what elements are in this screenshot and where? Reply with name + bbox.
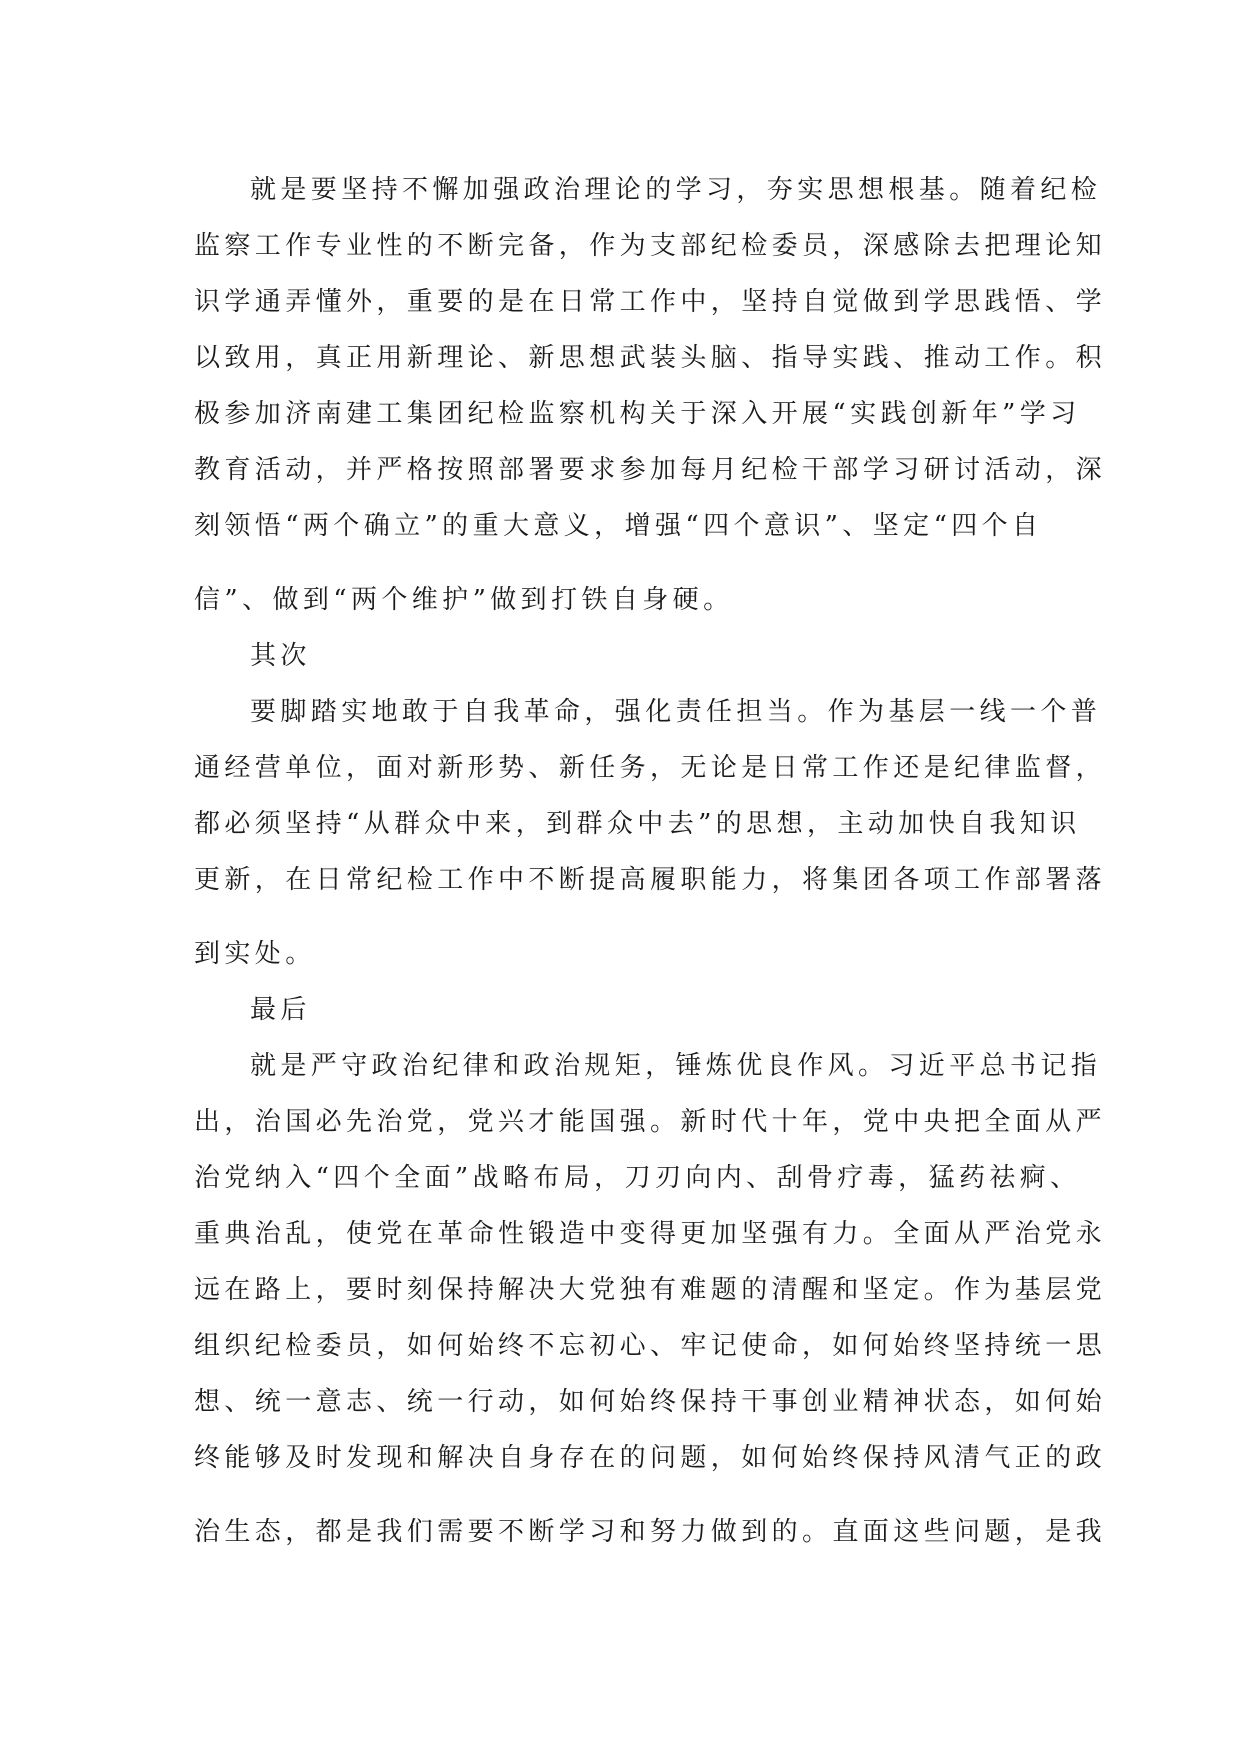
- text-line: 教育活动，并严格按照部署要求参加每月纪检干部学习研讨活动，深: [194, 455, 1107, 485]
- paragraph-second: [194, 684, 1107, 982]
- paragraph-last: [194, 1038, 1107, 1560]
- line-gap: [194, 1486, 1046, 1504]
- text-line: 组织纪检委员，如何始终不忘初心、牢记使命，如何始终坚持统一思: [194, 1331, 1107, 1361]
- section-heading-last: [194, 982, 1046, 1038]
- line-gap: [194, 908, 1046, 926]
- section-heading-second: [194, 628, 1046, 684]
- text-line: 都必须坚持“从群众中来，到群众中去”的思想，主动加快自我知识: [194, 809, 1081, 839]
- text-line: 远在路上，要时刻保持解决大党独有难题的清醒和坚定。作为基层党: [194, 1275, 1107, 1305]
- text-line: 监察工作专业性的不断完备，作为支部纪检委员，深感除去把理论知: [194, 231, 1107, 261]
- text-line: 信”、做到“两个维护”做到打铁自身硬。: [194, 585, 734, 615]
- paragraph-intro: [194, 162, 1107, 628]
- text-line: 刻领悟“两个确立”的重大意义，增强“四个意识”、坚定“四个自: [194, 511, 1043, 541]
- heading-text: 最后: [250, 995, 311, 1025]
- text-line: 到实处。: [194, 939, 316, 969]
- text-line: 极参加济南建工集团纪检监察机构关于深入开展“实践创新年”学习: [194, 399, 1081, 429]
- text-line: 想、统一意志、统一行动，如何始终保持干事创业精神状态，如何始: [194, 1387, 1107, 1417]
- heading-text: 其次: [250, 641, 311, 671]
- text-line: 更新，在日常纪检工作中不断提高履职能力，将集团各项工作部署落: [194, 865, 1107, 895]
- text-line: 通经营单位，面对新形势、新任务，无论是日常工作还是纪律监督，: [194, 753, 1107, 783]
- text-line: 重典治乱，使党在革命性锻造中变得更加坚强有力。全面从严治党永: [194, 1219, 1107, 1249]
- line-gap: [194, 554, 1046, 572]
- text-line: 就是严守政治纪律和政治规矩，锤炼优良作风。习近平总书记指: [250, 1051, 1102, 1081]
- text-line: 治党纳入“四个全面”战略布局，刀刃向内、刮骨疗毒，猛药祛痾、: [194, 1163, 1081, 1193]
- text-line: 出，治国必先治党，党兴才能国强。新时代十年，党中央把全面从严: [194, 1107, 1107, 1137]
- text-line: 识学通弄懂外，重要的是在日常工作中，坚持自觉做到学思践悟、学: [194, 287, 1107, 317]
- text-line: 治生态，都是我们需要不断学习和努力做到的。直面这些问题，是我: [194, 1517, 1107, 1547]
- text-line: 终能够及时发现和解决自身存在的问题，如何始终保持风清气正的政: [194, 1443, 1107, 1473]
- text-line: 以致用，真正用新理论、新思想武装头脑、指导实践、推动工作。积: [194, 343, 1107, 373]
- text-line: 要脚踏实地敢于自我革命，强化责任担当。作为基层一线一个普: [250, 697, 1102, 727]
- document-body: [194, 162, 1107, 1560]
- text-line: 就是要坚持不懈加强政治理论的学习，夯实思想根基。随着纪检: [250, 175, 1102, 205]
